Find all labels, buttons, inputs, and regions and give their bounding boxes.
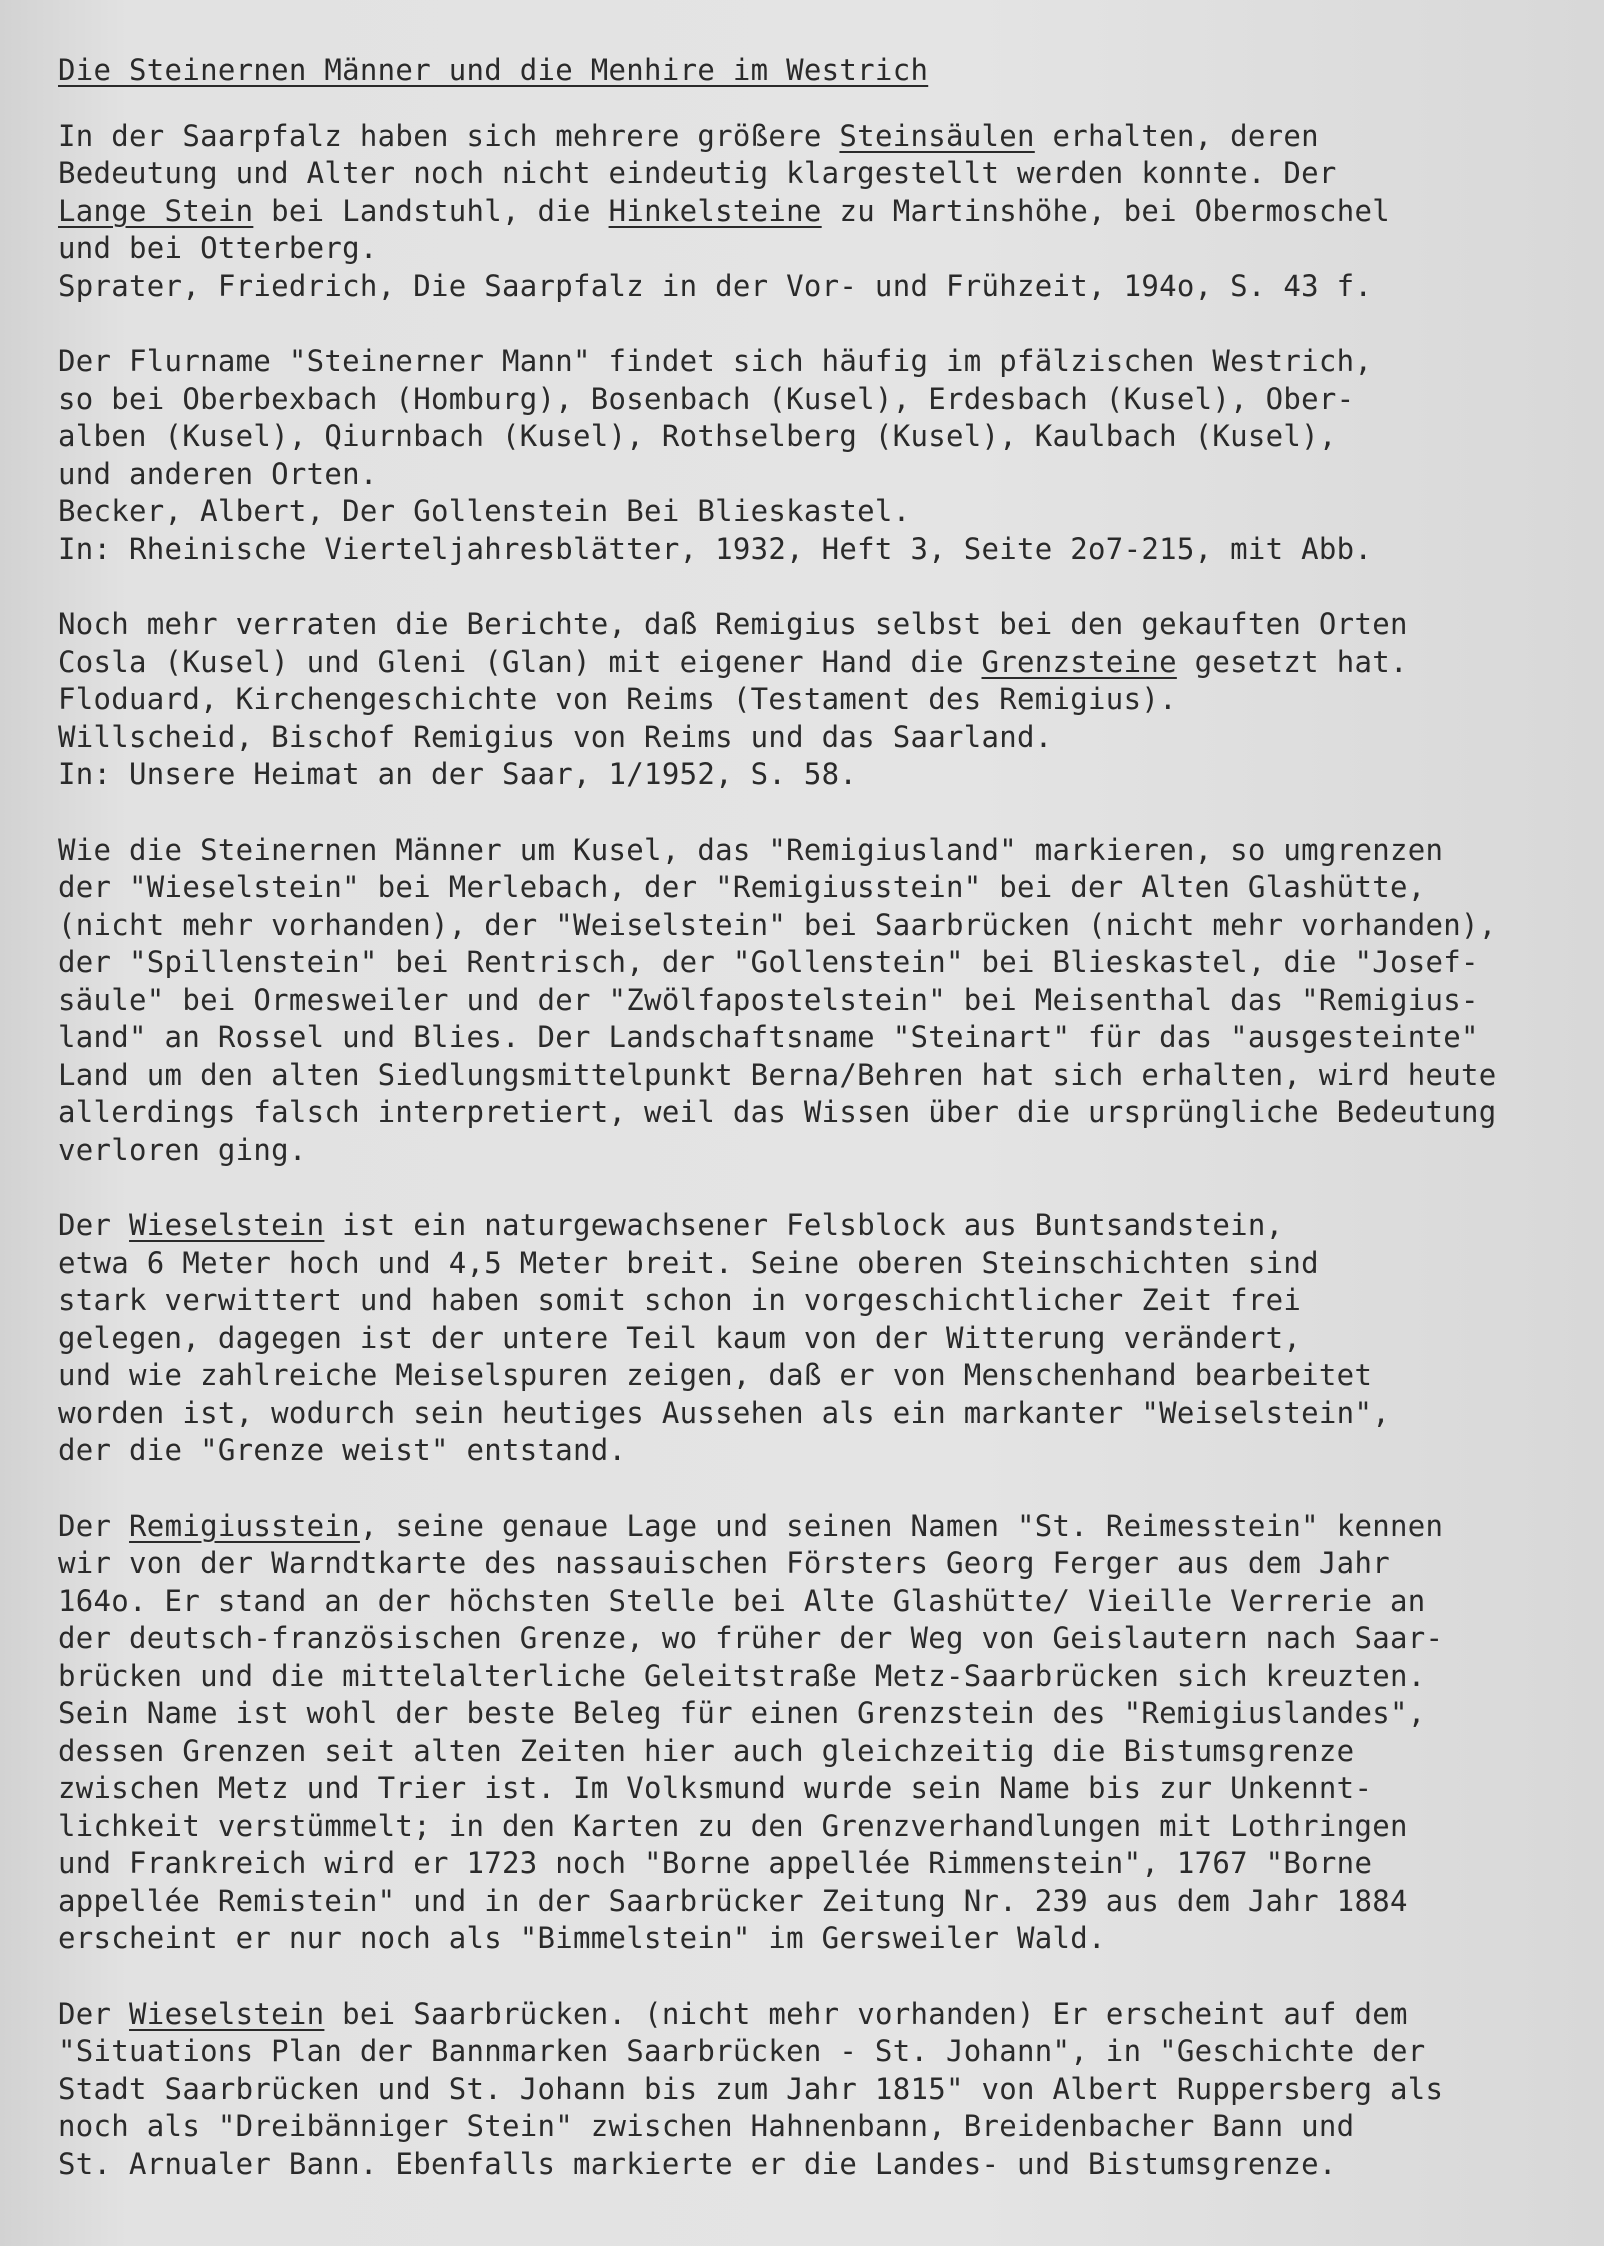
text-line: und wie zahlreiche Meiselspuren zeigen, daß er von Menschenhand bearbeitet <box>58 1358 1373 1392</box>
text-line: Noch mehr verraten die Berichte, daß Remigius selbst bei den gekauften Orten <box>58 607 1408 641</box>
text-line: und anderen Orten. <box>58 456 378 491</box>
text-line: der "Spillenstein" bei Rentrisch, der "Gollenstein" bei Blieskastel, die "Josef- <box>58 945 1479 979</box>
paragraph-remigius <box>58 606 1544 794</box>
text-line: Sein Name ist wohl der beste Beleg für einen Grenzstein des "Remigiuslandes", <box>58 1696 1426 1730</box>
text-line: säule" bei Ormesweiler und der "Zwölfapostelstein" bei Meisenthal das "Remigius- <box>58 982 1479 1017</box>
text-line: lichkeit verstümmelt; in den Karten zu den Grenzverhandlungen mit Lothringen <box>58 1808 1408 1843</box>
underlined-term: Steinsäulen <box>839 118 1035 153</box>
text-line: zwischen Metz und Trier ist. Im Volksmund wurde sein Name bis zur Unkennt- <box>58 1771 1373 1805</box>
text-line: 164o. Er stand an der höchsten Stelle bei Alte Glashütte/ Vieille Verrerie an <box>58 1583 1426 1618</box>
citation-line: Willscheid, Bischof Remigius von Reims und das Saarland. <box>58 719 1053 754</box>
text-line: Cosla (Kusel) und Gleni (Glan) mit eigener Hand die Grenzsteine gesetzt hat. <box>58 644 1408 679</box>
paragraph-flurname <box>58 343 1544 568</box>
text-line: so bei Oberbexbach (Homburg), Bosenbach (Kusel), Erdesbach (Kusel), Ober- <box>58 381 1355 416</box>
paragraph-remigiusstein <box>58 1508 1544 1958</box>
text-line: appellée Remistein" und in der Saarbrücker Zeitung Nr. 239 aus dem Jahr 1884 <box>58 1883 1408 1918</box>
text-line: In der Saarpfalz haben sich mehrere größere Steinsäulen erhalten, deren <box>58 118 1319 153</box>
underlined-term: Wieselstein <box>129 1208 325 1242</box>
text-line: etwa 6 Meter hoch und 4,5 Meter breit. Seine oberen Steinschichten sind <box>58 1245 1319 1280</box>
text-line: Der Flurname "Steinerner Mann" findet sich häufig im pfälzischen Westrich, <box>58 344 1373 378</box>
citation-line: Becker, Albert, Der Gollenstein Bei Blieskastel. <box>58 494 911 528</box>
text-line: gelegen, dagegen ist der untere Teil kaum von der Witterung verändert, <box>58 1320 1302 1355</box>
text-line: Der Wieselstein bei Saarbrücken. (nicht mehr vorhanden) Er erscheint auf dem <box>58 1996 1408 2031</box>
text-line: allerdings falsch interpretiert, weil das Wissen über die ursprüngliche Bedeutung <box>58 1095 1497 1129</box>
text-line: dessen Grenzen seit alten Zeiten hier auch gleichzeitig die Bistumsgrenze <box>58 1733 1355 1768</box>
text-line: noch als "Dreibänniger Stein" zwischen Hahnenbann, Breidenbacher Bann und <box>58 2109 1355 2143</box>
underlined-term: Grenzsteine <box>981 644 1177 679</box>
text-line: Lange Stein bei Landstuhl, die Hinkelsteine zu Martinshöhe, bei Obermoschel <box>58 193 1390 228</box>
paragraph-remigiusland <box>58 832 1544 1170</box>
text-line: Land um den alten Siedlungsmittelpunkt Berna/Behren hat sich erhalten, wird heute <box>58 1057 1497 1092</box>
text-line: brücken und die mittelalterliche Geleitstraße Metz-Saarbrücken sich kreuzten. <box>58 1658 1426 1693</box>
text-line: St. Arnualer Bann. Ebenfalls markierte er die Landes- und Bistumsgrenze. <box>58 2146 1337 2181</box>
text-line: und bei Otterberg. <box>58 231 378 265</box>
paragraph-wieselstein <box>58 1207 1544 1470</box>
text-line: Der Remigiusstein, seine genaue Lage und seinen Namen "St. Reimesstein" kennen <box>58 1508 1444 1543</box>
text-line: Wie die Steinernen Männer um Kusel, das "Remigiusland" markieren, so umgrenzen <box>58 832 1444 867</box>
text-line: "Situations Plan der Bannmarken Saarbrücken - St. Johann", in "Geschichte der <box>58 2034 1426 2068</box>
text-line: der deutsch-französischen Grenze, wo früher der Weg von Geislautern nach Saar- <box>58 1621 1444 1655</box>
text-line: stark verwittert und haben somit schon in vorgeschichtlicher Zeit frei <box>58 1283 1302 1317</box>
text-line: Bedeutung und Alter noch nicht eindeutig klargestellt werden konnte. Der <box>58 156 1337 190</box>
text-line: land" an Rossel und Blies. Der Landschaftsname "Steinart" für das "ausgesteinte" <box>58 1020 1479 1054</box>
underlined-term: Hinkelsteine <box>608 193 822 228</box>
text-line: alben (Kusel), Qiurnbach (Kusel), Rothselberg (Kusel), Kaulbach (Kusel), <box>58 419 1337 453</box>
citation-line: In: Unsere Heimat an der Saar, 1/1952, S. 58. <box>58 757 858 791</box>
citation-line: Sprater, Friedrich, Die Saarpfalz in der Vor- und Frühzeit, 194o, S. 43 f. <box>58 268 1373 303</box>
text-line: worden ist, wodurch sein heutiges Aussehen als ein markanter "Weiselstein", <box>58 1395 1390 1430</box>
underlined-term: Wieselstein <box>129 1996 325 2031</box>
text-line: der die "Grenze weist" entstand. <box>58 1433 627 1467</box>
text-line: Der Wieselstein ist ein naturgewachsener Felsblock aus Buntsandstein, <box>58 1208 1284 1242</box>
underlined-term: Remigiusstein <box>129 1508 360 1543</box>
text-line: (nicht mehr vorhanden), der "Weiselstein" bei Saarbrücken (nicht mehr vorhanden), <box>58 907 1497 942</box>
underlined-term: Lange Stein <box>58 193 254 228</box>
text-line: der "Wieselstein" bei Merlebach, der "Remigiusstein" bei der Alten Glashütte, <box>58 870 1426 904</box>
paragraph-steinsaeulen <box>58 118 1544 306</box>
paragraph-wieselstein-saarbruecken <box>58 1996 1544 2184</box>
text-line: verloren ging. <box>58 1132 307 1167</box>
text-line: Stadt Saarbrücken und St. Johann bis zum Jahr 1815" von Albert Ruppersberg als <box>58 2071 1444 2106</box>
citation-line: In: Rheinische Vierteljahresblätter, 1932, Heft 3, Seite 2o7-215, mit Abb. <box>58 531 1373 566</box>
text-line: und Frankreich wird er 1723 noch "Borne appellée Rimmenstein", 1767 "Borne <box>58 1846 1373 1880</box>
text-line: wir von der Warndtkarte des nassauischen Försters Georg Ferger aus dem Jahr <box>58 1546 1390 1580</box>
citation-line: Floduard, Kirchengeschichte von Reims (Testament des Remigius). <box>58 682 1177 716</box>
text-line: erscheint er nur noch als "Bimmelstein" im Gersweiler Wald. <box>58 1921 1106 1955</box>
document-title: Die Steinernen Männer und die Menhire im Westrich <box>58 53 929 87</box>
